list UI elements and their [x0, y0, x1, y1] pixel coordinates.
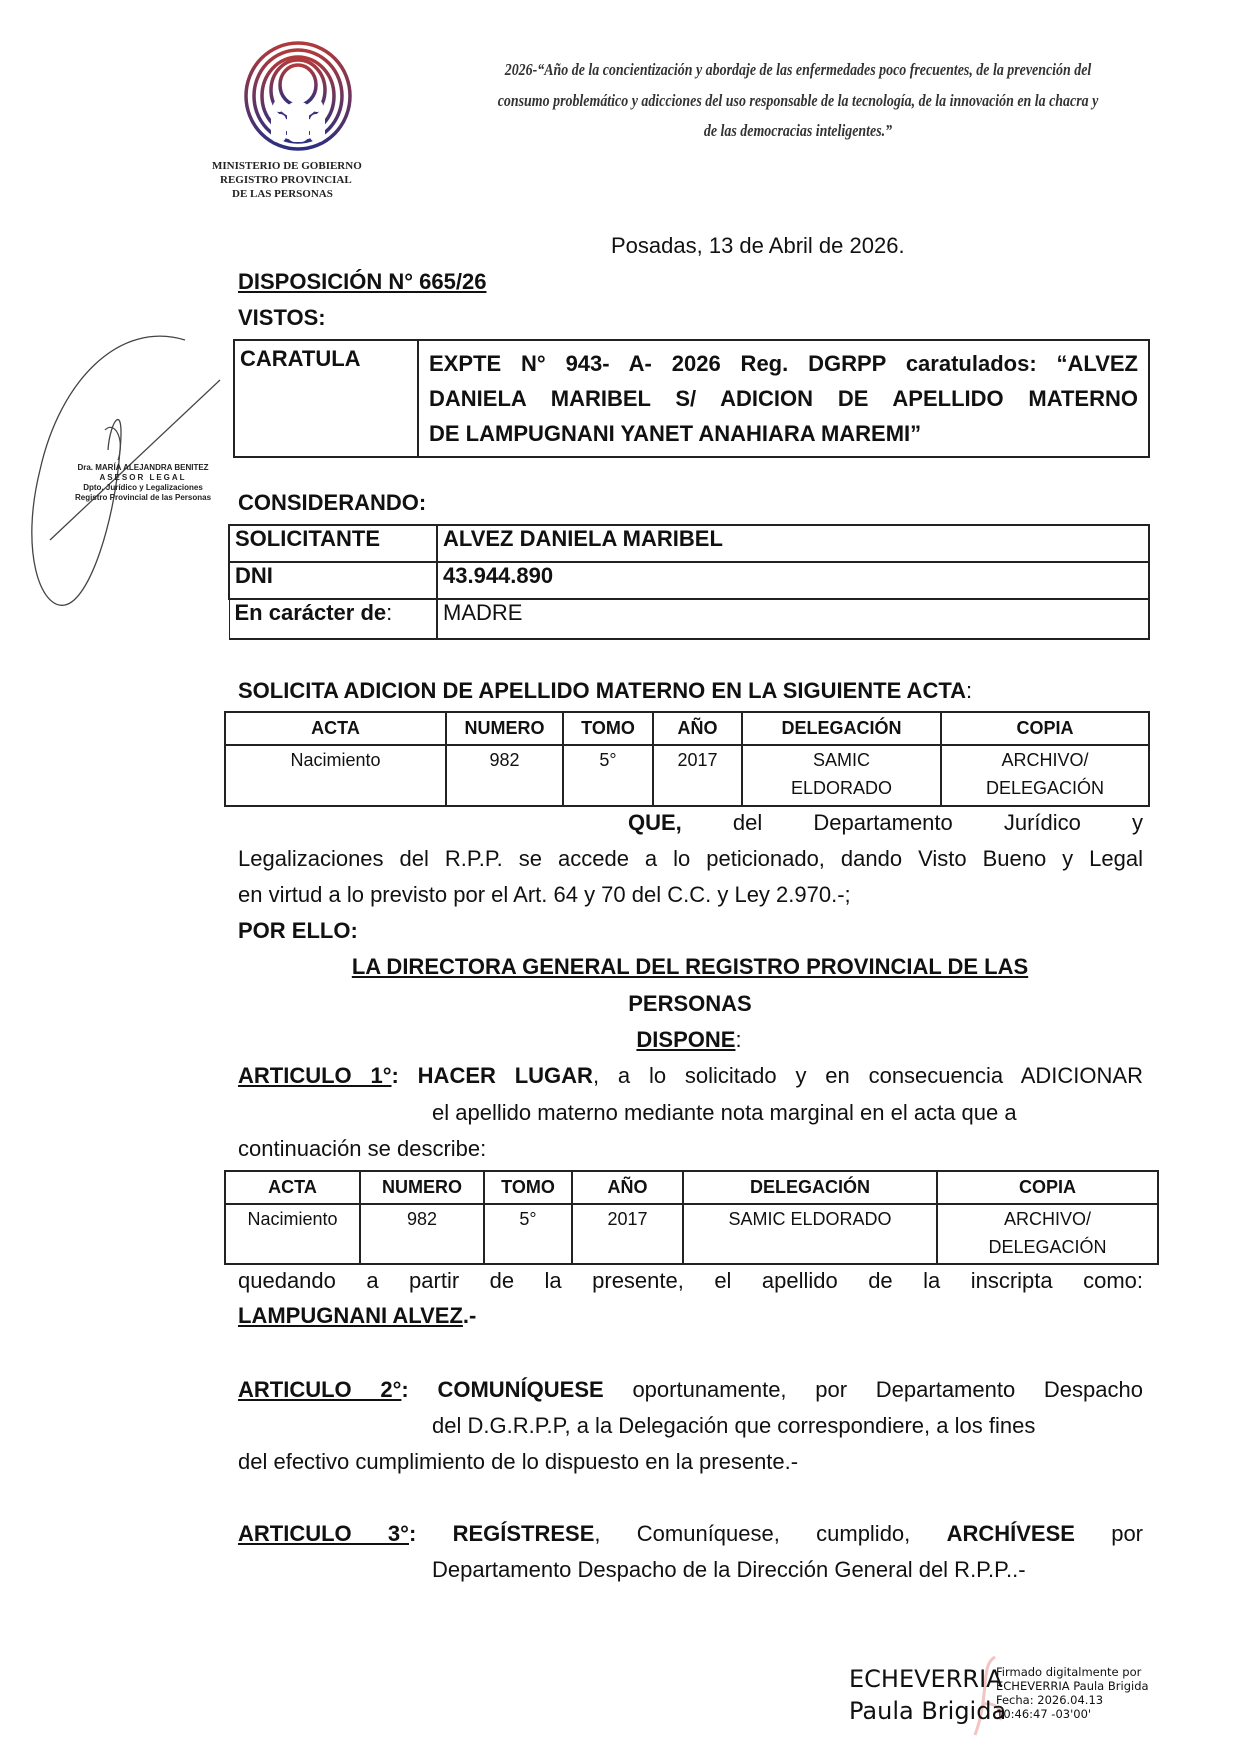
cell-delegacion: SAMIC ELDORADO — [683, 1204, 937, 1264]
por-ello-heading: POR ELLO: — [238, 918, 358, 943]
word: Departamento — [813, 810, 953, 835]
registry-logo-icon — [243, 40, 353, 152]
caratula-table — [233, 339, 1150, 458]
date-line: Posadas, 13 de Abril de 2026. — [611, 233, 905, 258]
stamp-line: Registro Provincial de las Personas — [74, 493, 212, 502]
cell-anio: 2017 — [572, 1204, 683, 1264]
article-3-line-2: Departamento Despacho de la Dirección General del R.P.P..- — [432, 1557, 1026, 1582]
ministry-line: MINISTERIO DE GOBIERNO — [212, 160, 362, 172]
article-2-line-3: del efectivo cumplimiento de lo dispuesto en la presente.- — [238, 1449, 799, 1474]
disposition-number: DISPOSICIÓN N° 665/26 — [238, 269, 487, 294]
caratula-line: DANIELA MARIBEL S/ ADICION DE APELLIDO MATERNO — [429, 386, 1138, 411]
request-heading-colon: : — [966, 678, 973, 703]
dispone-colon: : — [735, 1027, 742, 1052]
article-1-label: ARTICULO 1° — [238, 1063, 392, 1088]
request-heading — [238, 678, 972, 704]
word: del — [732, 810, 763, 835]
signature-info-line: Firmado digitalmente por — [996, 1665, 1142, 1679]
dni-label: DNI — [229, 562, 437, 599]
colon: : — [408, 1521, 417, 1546]
article-1-line-2: el apellido materno mediante nota marginal en el acta que a — [432, 1100, 1017, 1125]
header-anio: AÑO — [653, 712, 742, 745]
surname-text: LAMPUGNANI ALVEZ — [238, 1303, 463, 1328]
role-label: En carácter de — [234, 600, 387, 625]
colon: : — [401, 1377, 409, 1402]
word: y — [1132, 810, 1143, 835]
stamp-line: Dra. MARÍA ALEJANDRA BENITEZ — [77, 463, 209, 472]
article-2-line-1 — [238, 1377, 1143, 1403]
article-1-after: quedando a partir de la presente, el apellido de la inscripta como: — [238, 1268, 1143, 1293]
que-line-3: en virtud a lo previsto por el Art. 64 y 70 del C.C. y Ley 2.970.-; — [238, 882, 851, 907]
motto-line: 2026-“Año de la concientización y abordaje de las enfermedades poco frecuentes, de la prevención del — [504, 60, 1092, 79]
word: Jurídico — [1003, 810, 1081, 835]
signature-info-line: Fecha: 2026.04.13 — [996, 1693, 1104, 1707]
surname-end: .- — [462, 1303, 477, 1328]
cell-tomo: 5° — [484, 1204, 572, 1264]
que-line-2: Legalizaciones del R.P.P. se accede a lo peticionado, dando Visto Bueno y Legal — [238, 846, 1143, 871]
cell-copia: ARCHIVO/ DELEGACIÓN — [937, 1204, 1158, 1264]
cell-anio: 2017 — [653, 745, 742, 806]
cell-acta: Nacimiento — [225, 745, 446, 806]
header-tomo: TOMO — [563, 712, 653, 745]
article-3-bold: REGÍSTRESE — [452, 1521, 595, 1546]
table-row — [225, 745, 1149, 806]
article-1-line-1 — [238, 1063, 1143, 1089]
signature-info-line: 10:46:47 -03'00' — [996, 1707, 1092, 1721]
article-2-text: oportunamente, por Departamento Despacho — [603, 1377, 1143, 1402]
article-2-bold: COMUNÍQUESE — [437, 1377, 604, 1402]
article-3-line-1 — [238, 1521, 1143, 1547]
ministry-line: REGISTRO PROVINCIAL — [220, 174, 352, 186]
cell-acta: Nacimiento — [225, 1204, 360, 1264]
directora-line: LA DIRECTORA GENERAL DEL REGISTRO PROVINCIAL DE LAS — [351, 954, 1029, 979]
signature-info — [996, 1665, 1149, 1721]
article-1-text: , a lo solicitado y en consecuencia ADICIONAR — [592, 1063, 1143, 1088]
header-tomo: TOMO — [484, 1171, 572, 1204]
applicant-table — [228, 524, 1150, 640]
stamp-line: ASESOR LEGAL — [99, 473, 187, 482]
header-anio: AÑO — [572, 1171, 683, 1204]
applicant-value: ALVEZ DANIELA MARIBEL — [437, 525, 1149, 562]
colon: : — [391, 1063, 399, 1088]
cell-tomo: 5° — [563, 745, 653, 806]
directora-line: PERSONAS — [628, 991, 752, 1016]
role-value: MADRE — [437, 599, 1149, 639]
motto-line: de las democracias inteligentes.” — [703, 121, 893, 140]
header-numero: NUMERO — [446, 712, 563, 745]
legal-stamp — [68, 463, 218, 503]
signer-name-1: ECHEVERRIA — [849, 1665, 1003, 1693]
cell-numero: 982 — [360, 1204, 484, 1264]
header-numero: NUMERO — [360, 1171, 484, 1204]
cell-delegacion: SAMIC ELDORADO — [742, 745, 941, 806]
article-2-label: ARTICULO 2° — [238, 1377, 402, 1402]
motto-line: consumo problemático y adicciones del uso responsable de la tecnología, de la innovación en la chacra y — [497, 91, 1099, 110]
article-3-label: ARTICULO 3° — [238, 1521, 409, 1546]
caratula-line: EXPTE N° 943- A- 2026 Reg. DGRPP caratulados: “ALVEZ — [429, 351, 1138, 376]
role-colon: : — [386, 600, 393, 625]
signer-name-2: Paula Brigida — [849, 1697, 1007, 1725]
que-bold: QUE, — [628, 810, 682, 835]
header-copia: COPIA — [937, 1171, 1158, 1204]
request-heading-text: SOLICITA ADICION DE APELLIDO MATERNO EN LA SIGUIENTE ACTA — [238, 678, 967, 703]
applicant-label: SOLICITANTE — [229, 525, 437, 562]
header-copia: COPIA — [941, 712, 1149, 745]
header-delegacion: DELEGACIÓN — [742, 712, 941, 745]
acta-table-2 — [224, 1170, 1159, 1265]
dispone-heading — [0, 1027, 1242, 1053]
dispone-text: DISPONE — [636, 1027, 736, 1052]
stamp-line: Dpto. Jurídico y Legalizaciones — [83, 483, 203, 492]
header-delegacion: DELEGACIÓN — [683, 1171, 937, 1204]
considerando-heading: CONSIDERANDO: — [238, 490, 427, 515]
article-1-line-3: continuación se describe: — [238, 1136, 487, 1161]
dni-value: 43.944.890 — [437, 562, 1149, 599]
article-3-text: , Comuníquese, cumplido, — [594, 1521, 911, 1546]
que-line — [628, 810, 1143, 836]
article-1-bold: HACER LUGAR — [417, 1063, 593, 1088]
article-2-line-2: del D.G.R.P.P, a la Delegación que correspondiere, a los fines — [432, 1413, 1036, 1438]
caratula-line: DE LAMPUGNANI YANET ANAHIARA MAREMI” — [429, 421, 922, 446]
article-3-bold: ARCHÍVESE — [946, 1521, 1075, 1546]
caratula-label: CARATULA — [234, 340, 418, 457]
signature-info-line: ECHEVERRIA Paula Brigida — [996, 1679, 1149, 1693]
ministry-line: DE LAS PERSONAS — [232, 188, 333, 200]
header-acta: ACTA — [225, 712, 446, 745]
acta-table — [224, 711, 1150, 807]
vistos-heading: VISTOS: — [238, 305, 326, 330]
header-acta: ACTA — [225, 1171, 360, 1204]
article-3-text: por — [1111, 1521, 1143, 1546]
resulting-surname — [238, 1303, 476, 1329]
cell-copia: ARCHIVO/ DELEGACIÓN — [941, 745, 1149, 806]
table-row — [225, 1204, 1158, 1264]
cell-numero: 982 — [446, 745, 563, 806]
